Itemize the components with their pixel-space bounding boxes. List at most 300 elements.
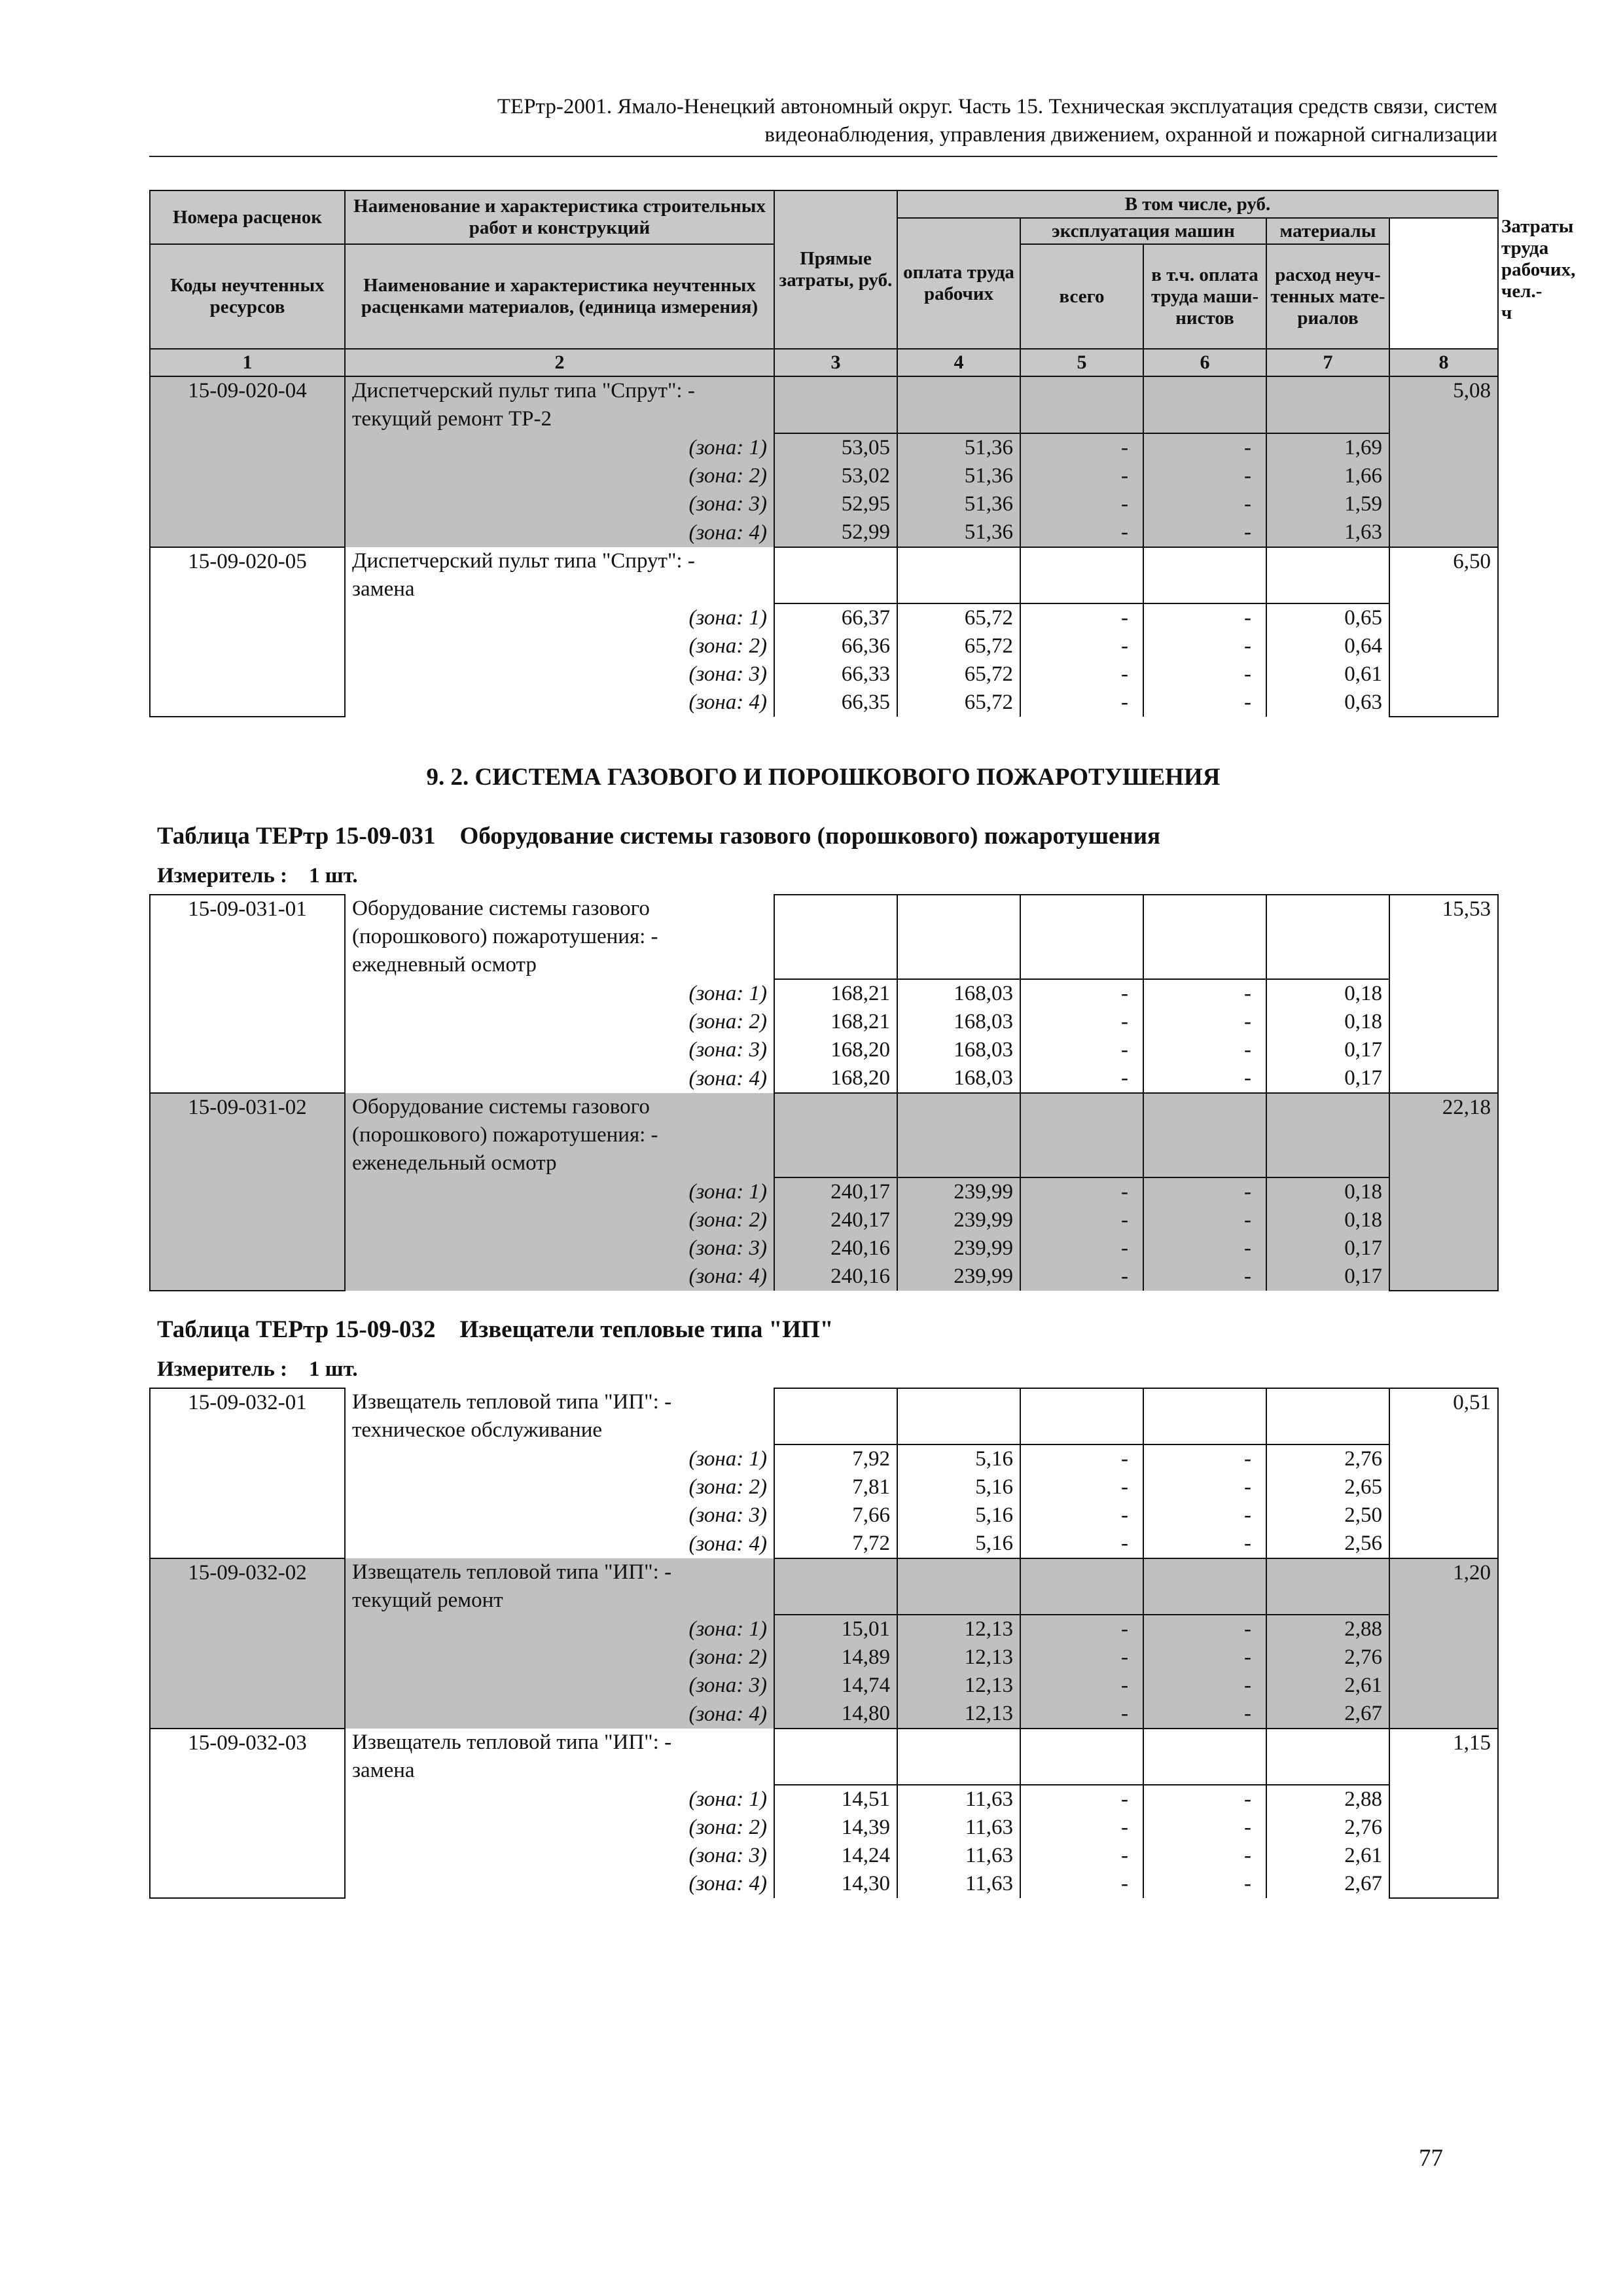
header-divider [149,156,1497,157]
machine-total: - [1020,1008,1143,1036]
labor-pay: 51,36 [897,518,1020,547]
table-title-031 [157,822,1160,850]
column-number: 6 [1143,349,1266,376]
labor-costs: 1,20 [1389,1558,1498,1729]
measure-label: Измеритель : [157,864,288,888]
direct-costs: 168,21 [774,979,897,1008]
labor-pay: 11,63 [897,1870,1020,1898]
zone-label: (зона: 3) [345,1501,774,1530]
zone-label: (зона: 2) [345,462,774,490]
machine-total: - [1020,1064,1143,1093]
header-including: В том числе, руб. [897,190,1498,218]
labor-pay: 168,03 [897,1008,1020,1036]
zone-row [150,1206,1498,1234]
machinist-pay: - [1143,1615,1266,1643]
materials-cost: 2,65 [1266,1473,1389,1501]
rate-name-line: текущий ремонт [345,1587,774,1615]
empty-cell [897,1093,1020,1177]
machine-total: - [1020,632,1143,660]
empty-cell [1266,1388,1389,1444]
materials-cost: 0,18 [1266,1177,1389,1206]
machine-total: - [1020,1444,1143,1473]
zone-label: (зона: 2) [345,1814,774,1842]
page-number: 77 [1419,2145,1443,2172]
machine-total: - [1020,689,1143,717]
empty-cell [1020,1558,1143,1615]
machine-total: - [1020,1234,1143,1263]
direct-costs: 52,99 [774,518,897,547]
empty-cell [1143,547,1266,603]
labor-pay: 65,72 [897,603,1020,632]
page-header [149,93,1497,149]
labor-pay: 12,13 [897,1643,1020,1672]
materials-cost: 0,17 [1266,1036,1389,1064]
machinist-pay: - [1143,1530,1266,1558]
machine-total: - [1020,660,1143,689]
column-number: 8 [1389,349,1498,376]
labor-pay: 65,72 [897,632,1020,660]
empty-cell [774,1729,897,1785]
labor-costs: 0,51 [1389,1388,1498,1558]
zone-label: (зона: 4) [345,1700,774,1729]
rates-body-031 [150,895,1498,1291]
zone-label: (зона: 3) [345,490,774,518]
empty-cell [774,895,897,979]
materials-cost: 0,18 [1266,1206,1389,1234]
zone-row [150,433,1498,462]
zone-label: (зона: 2) [345,1473,774,1501]
machinist-pay: - [1143,462,1266,490]
machinist-pay: - [1143,1842,1266,1870]
empty-cell [1143,1388,1266,1444]
machine-total: - [1020,1263,1143,1291]
rate-row [150,1729,1498,1757]
zone-row [150,1530,1498,1558]
empty-cell [1266,1558,1389,1615]
zone-label: (зона: 4) [345,518,774,547]
labor-pay: 239,99 [897,1263,1020,1291]
header-resource-codes: Коды неучтенных ресурсов [150,244,345,349]
machinist-pay: - [1143,1177,1266,1206]
zone-row [150,1263,1498,1291]
zone-label: (зона: 1) [345,1444,774,1473]
table-code: Таблица ТЕРтр 15-09-031 [157,823,436,850]
materials-cost: 1,63 [1266,518,1389,547]
zone-label: (зона: 1) [345,603,774,632]
machine-total: - [1020,1206,1143,1234]
direct-costs: 14,74 [774,1672,897,1700]
direct-costs: 240,16 [774,1234,897,1263]
section-title: 9. 2. СИСТЕМА ГАЗОВОГО И ПОРОШКОВОГО ПОЖАРОТУШЕНИЯ [426,764,1221,791]
machinist-pay: - [1143,1064,1266,1093]
materials-cost: 2,76 [1266,1444,1389,1473]
direct-costs: 53,02 [774,462,897,490]
measure-value: 1 шт. [309,1357,358,1381]
zone-label: (зона: 1) [345,979,774,1008]
materials-cost: 0,17 [1266,1263,1389,1291]
direct-costs: 14,24 [774,1842,897,1870]
empty-cell [1266,376,1389,433]
direct-costs: 7,66 [774,1501,897,1530]
materials-cost: 0,63 [1266,689,1389,717]
empty-cell [1143,376,1266,433]
zone-row [150,462,1498,490]
empty-cell [1020,1388,1143,1444]
machine-total: - [1020,1643,1143,1672]
zone-row [150,1870,1498,1898]
zone-label: (зона: 2) [345,1643,774,1672]
direct-costs: 7,81 [774,1473,897,1501]
zone-label: (зона: 4) [345,1530,774,1558]
machine-total: - [1020,1177,1143,1206]
direct-costs: 53,05 [774,433,897,462]
labor-pay: 5,16 [897,1530,1020,1558]
rate-name-line: техническое обслуживание [345,1416,774,1444]
materials-cost: 1,66 [1266,462,1389,490]
zone-label: (зона: 4) [345,689,774,717]
measure-031 [157,864,358,888]
materials-cost: 2,88 [1266,1785,1389,1814]
rate-row [150,1093,1498,1121]
machinist-pay: - [1143,660,1266,689]
labor-pay: 168,03 [897,1064,1020,1093]
zone-row [150,1008,1498,1036]
machinist-pay: - [1143,1008,1266,1036]
empty-cell [1143,1093,1266,1177]
labor-pay: 11,63 [897,1842,1020,1870]
zone-label: (зона: 3) [345,660,774,689]
zone-row [150,1814,1498,1842]
machine-total: - [1020,1842,1143,1870]
zone-row [150,689,1498,717]
materials-cost: 2,88 [1266,1615,1389,1643]
materials-cost: 0,17 [1266,1064,1389,1093]
machinist-pay: - [1143,1473,1266,1501]
materials-cost: 1,69 [1266,433,1389,462]
rate-name-line: замена [345,575,774,603]
rate-name-line: Оборудование системы газового [345,1093,774,1121]
rate-row [150,895,1498,923]
direct-costs: 240,17 [774,1177,897,1206]
rate-name-line: Диспетчерский пульт типа "Спрут": - [345,376,774,405]
zone-label: (зона: 3) [345,1842,774,1870]
rates-body-top [150,376,1498,717]
empty-cell [1266,1729,1389,1785]
zone-row [150,1444,1498,1473]
empty-cell [1266,1093,1389,1177]
machinist-pay: - [1143,1672,1266,1700]
zone-row [150,1177,1498,1206]
direct-costs: 14,51 [774,1785,897,1814]
header-labor-pay: оплата труда рабочих [897,218,1020,349]
rate-code: 15-09-032-01 [150,1388,345,1558]
direct-costs: 14,39 [774,1814,897,1842]
empty-cell [1020,895,1143,979]
machine-total: - [1020,433,1143,462]
labor-costs: 1,15 [1389,1729,1498,1898]
table-name: Извещатели тепловые типа "ИП" [459,1316,834,1343]
empty-cell [774,1093,897,1177]
labor-pay: 11,63 [897,1785,1020,1814]
materials-cost: 0,65 [1266,603,1389,632]
direct-costs: 168,21 [774,1008,897,1036]
zone-label: (зона: 3) [345,1672,774,1700]
direct-costs: 7,92 [774,1444,897,1473]
header-unaccounted-name: Наименование и характеристика неучтенных расценками материалов, (единица измерения) [345,244,774,349]
labor-costs: 6,50 [1389,547,1498,717]
measure-032 [157,1357,358,1382]
labor-pay: 5,16 [897,1473,1020,1501]
zone-label: (зона: 3) [345,1234,774,1263]
zone-row [150,632,1498,660]
zone-label: (зона: 3) [345,1036,774,1064]
empty-cell [1020,1093,1143,1177]
rate-name-line: Диспетчерский пульт типа "Спрут": - [345,547,774,575]
labor-pay: 11,63 [897,1814,1020,1842]
labor-pay: 5,16 [897,1501,1020,1530]
header-machine-operation: эксплуатация машин [1020,218,1266,244]
machinist-pay: - [1143,1870,1266,1898]
header-work-name: Наименование и характеристика строительных работ и конструкций [345,190,774,244]
machinist-pay: - [1143,689,1266,717]
machinist-pay: - [1143,632,1266,660]
labor-pay: 51,36 [897,462,1020,490]
machine-total: - [1020,1473,1143,1501]
machine-total: - [1020,979,1143,1008]
empty-cell [897,1729,1020,1785]
labor-costs: 15,53 [1389,895,1498,1093]
header-line-2: видеонаблюдения, управления движением, охранной и пожарной сигнализации [764,123,1497,147]
rate-name-line: Извещатель тепловой типа "ИП": - [345,1558,774,1587]
empty-cell [897,1558,1020,1615]
direct-costs: 15,01 [774,1615,897,1643]
zone-label: (зона: 2) [345,1008,774,1036]
direct-costs: 14,89 [774,1643,897,1672]
labor-pay: 12,13 [897,1615,1020,1643]
zone-row [150,1501,1498,1530]
labor-pay: 12,13 [897,1700,1020,1729]
direct-costs: 14,30 [774,1870,897,1898]
machinist-pay: - [1143,603,1266,632]
machine-total: - [1020,1870,1143,1898]
labor-pay: 168,03 [897,979,1020,1008]
rates-body-032 [150,1388,1498,1898]
rates-table-top [149,190,1576,717]
column-number: 7 [1266,349,1389,376]
header-direct-costs: Прямые затраты, руб. [774,190,897,349]
zone-row [150,1234,1498,1263]
materials-cost: 0,18 [1266,979,1389,1008]
machinist-pay: - [1143,979,1266,1008]
rate-row [150,376,1498,405]
header-unaccounted-materials: расход неуч-тенных мате-риалов [1266,244,1389,349]
zone-label: (зона: 4) [345,1263,774,1291]
rate-code: 15-09-020-04 [150,376,345,547]
machinist-pay: - [1143,1234,1266,1263]
rates-table-032 [149,1388,1499,1899]
zone-row [150,1672,1498,1700]
empty-cell [1020,376,1143,433]
machine-total: - [1020,518,1143,547]
labor-costs: 22,18 [1389,1093,1498,1291]
zone-row [150,518,1498,547]
table-name: Оборудование системы газового (порошкового) пожаротушения [459,823,1161,850]
column-headers: Номера расценок Наименование и характеристика строительных работ и конструкций Прямые затраты, руб. В том числе, руб. Затраты труда рабочих, чел.-ч оплата труда рабочих эксплуатация машин материалы Коды неучтенных ресурсов Наименование и характеристика неучтенных расценками материалов, (единица измерения) всего в т.ч. оплата труда маши-нистов расход неуч-тенных мате-риалов 1 2 3 4 5 6 7 8 [150,190,1498,376]
materials-cost: 0,64 [1266,632,1389,660]
direct-costs: 66,33 [774,660,897,689]
machine-total: - [1020,462,1143,490]
rate-code: 15-09-032-03 [150,1729,345,1898]
rate-code: 15-09-020-05 [150,547,345,717]
measure-label: Измеритель : [157,1357,288,1381]
empty-cell [1143,1729,1266,1785]
machine-total: - [1020,1785,1143,1814]
machine-total: - [1020,1036,1143,1064]
machinist-pay: - [1143,1643,1266,1672]
empty-cell [1143,895,1266,979]
direct-costs: 240,17 [774,1206,897,1234]
direct-costs: 168,20 [774,1036,897,1064]
machine-total: - [1020,1501,1143,1530]
empty-cell [1143,1558,1266,1615]
rate-name-line: ежедневный осмотр [345,951,774,979]
machine-total: - [1020,1530,1143,1558]
header-line-1: ТЕРтр-2001. Ямало-Ненецкий автономный округ. Часть 15. Техническая эксплуатация средств связи, систем [497,95,1497,118]
rate-code: 15-09-031-02 [150,1093,345,1291]
rate-name-line: еженедельный осмотр [345,1149,774,1177]
empty-cell [897,895,1020,979]
machinist-pay: - [1143,1206,1266,1234]
zone-label: (зона: 4) [345,1064,774,1093]
column-number: 5 [1020,349,1143,376]
empty-cell [1266,547,1389,603]
table-code: Таблица ТЕРтр 15-09-032 [157,1316,436,1343]
empty-cell [897,376,1020,433]
machinist-pay: - [1143,1263,1266,1291]
column-number: 3 [774,349,897,376]
measure-value: 1 шт. [309,864,358,888]
materials-cost: 2,76 [1266,1814,1389,1842]
labor-pay: 239,99 [897,1177,1020,1206]
zone-row [150,1700,1498,1729]
machinist-pay: - [1143,518,1266,547]
machine-total: - [1020,1814,1143,1842]
materials-cost: 0,61 [1266,660,1389,689]
zone-row [150,660,1498,689]
rates-table-031 [149,894,1499,1291]
materials-cost: 2,76 [1266,1643,1389,1672]
labor-pay: 239,99 [897,1234,1020,1263]
rate-code: 15-09-031-01 [150,895,345,1093]
materials-cost: 2,61 [1266,1672,1389,1700]
empty-cell [897,1388,1020,1444]
empty-cell [774,1558,897,1615]
empty-cell [774,547,897,603]
zone-row [150,1643,1498,1672]
machinist-pay: - [1143,1814,1266,1842]
header-machinist-pay: в т.ч. оплата труда маши-нистов [1143,244,1266,349]
rate-row [150,547,1498,575]
direct-costs: 66,37 [774,603,897,632]
machinist-pay: - [1143,490,1266,518]
labor-pay: 5,16 [897,1444,1020,1473]
empty-cell [774,1388,897,1444]
labor-pay: 12,13 [897,1672,1020,1700]
labor-pay: 51,36 [897,433,1020,462]
machine-total: - [1020,1672,1143,1700]
rate-name-line: Извещатель тепловой типа "ИП": - [345,1388,774,1416]
machinist-pay: - [1143,1444,1266,1473]
materials-cost: 0,17 [1266,1234,1389,1263]
rate-name-line: текущий ремонт ТР-2 [345,405,774,433]
empty-cell [1020,547,1143,603]
column-number: 4 [897,349,1020,376]
labor-costs: 5,08 [1389,376,1498,547]
materials-cost: 0,18 [1266,1008,1389,1036]
empty-cell [1020,1729,1143,1785]
materials-cost: 2,50 [1266,1501,1389,1530]
machinist-pay: - [1143,433,1266,462]
header-machine-total: всего [1020,244,1143,349]
direct-costs: 240,16 [774,1263,897,1291]
rate-code: 15-09-032-02 [150,1558,345,1729]
header-materials: материалы [1266,218,1389,244]
labor-pay: 239,99 [897,1206,1020,1234]
zone-label: (зона: 1) [345,1785,774,1814]
labor-pay: 51,36 [897,490,1020,518]
zone-row [150,979,1498,1008]
materials-cost: 2,67 [1266,1700,1389,1729]
zone-label: (зона: 4) [345,1870,774,1898]
machine-total: - [1020,1700,1143,1729]
empty-cell [774,376,897,433]
rate-name-line: (порошкового) пожаротушения: - [345,923,774,951]
direct-costs: 168,20 [774,1064,897,1093]
zone-label: (зона: 1) [345,1615,774,1643]
machine-total: - [1020,1615,1143,1643]
empty-cell [1266,895,1389,979]
zone-label: (зона: 2) [345,632,774,660]
labor-pay: 168,03 [897,1036,1020,1064]
direct-costs: 52,95 [774,490,897,518]
direct-costs: 14,80 [774,1700,897,1729]
zone-row [150,1842,1498,1870]
machine-total: - [1020,490,1143,518]
rate-row [150,1388,1498,1416]
machinist-pay: - [1143,1036,1266,1064]
zone-row [150,1785,1498,1814]
materials-cost: 2,56 [1266,1530,1389,1558]
zone-row [150,1036,1498,1064]
zone-row [150,1064,1498,1093]
direct-costs: 66,36 [774,632,897,660]
machinist-pay: - [1143,1785,1266,1814]
direct-costs: 7,72 [774,1530,897,1558]
zone-label: (зона: 2) [345,1206,774,1234]
rate-row [150,1558,1498,1587]
machinist-pay: - [1143,1501,1266,1530]
materials-cost: 2,61 [1266,1842,1389,1870]
zone-label: (зона: 1) [345,433,774,462]
rate-name-line: Извещатель тепловой типа "ИП": - [345,1729,774,1757]
zone-row [150,1473,1498,1501]
rate-name-line: Оборудование системы газового [345,895,774,923]
zone-label: (зона: 1) [345,1177,774,1206]
column-number: 2 [345,349,774,376]
materials-cost: 1,59 [1266,490,1389,518]
direct-costs: 66,35 [774,689,897,717]
column-number: 1 [150,349,345,376]
